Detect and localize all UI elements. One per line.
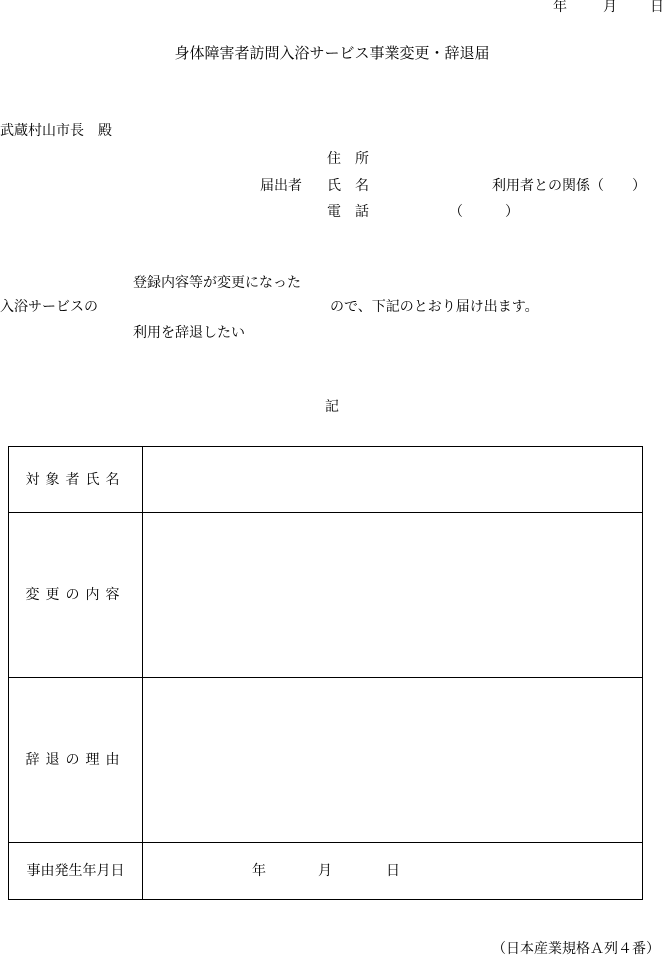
decline-reason-field[interactable] xyxy=(143,678,643,843)
occurrence-date-year: 年 xyxy=(252,863,266,879)
occurrence-date-day: 日 xyxy=(386,863,400,879)
change-content-label-cell xyxy=(9,513,143,678)
statement-prefix: 入浴サービスの xyxy=(0,299,98,315)
occurrence-date-month: 月 xyxy=(318,863,332,879)
form-table xyxy=(8,446,643,900)
table-row xyxy=(9,513,643,678)
footer-note: （日本産業規格Ａ列４番） xyxy=(492,941,660,957)
phone-paren: （ ） xyxy=(449,204,519,220)
decline-reason-label-cell xyxy=(9,678,143,843)
occurrence-date-field[interactable] xyxy=(143,843,643,900)
subject-name-field[interactable] xyxy=(143,447,643,513)
change-content-field[interactable] xyxy=(143,513,643,678)
header-date-month: 月 xyxy=(603,0,617,15)
phone-label: 電 話 xyxy=(327,204,369,220)
subject-name-label-cell xyxy=(9,447,143,513)
statement-option-decline: 利用を辞退したい xyxy=(133,325,245,341)
relation-label: 利用者との関係（ ） xyxy=(492,178,646,194)
statement-suffix: ので、下記のとおり届け出ます。 xyxy=(330,299,539,315)
subject-name-label: 対象者氏名 xyxy=(25,471,126,488)
address-label: 住 所 xyxy=(327,151,369,167)
header-date xyxy=(0,0,664,16)
header-date-day: 日 xyxy=(650,0,664,15)
name-label: 氏 名 xyxy=(327,178,369,194)
occurrence-date-label: 事由発生年月日 xyxy=(26,863,125,879)
decline-reason-label: 辞退の理由 xyxy=(25,752,126,768)
table-row xyxy=(9,843,643,900)
ki-heading: 記 xyxy=(325,399,339,415)
document-title: 身体障害者訪問入浴サービス事業変更・辞退届 xyxy=(174,44,490,62)
occurrence-date-label-cell xyxy=(9,843,143,900)
header-date-year: 年 xyxy=(553,0,567,15)
statement-option-change: 登録内容等が変更になった xyxy=(133,275,301,291)
table-row xyxy=(9,678,643,843)
change-content-label: 変更の内容 xyxy=(25,587,126,603)
applicant-label: 届出者 xyxy=(260,178,302,194)
addressee: 武蔵村山市長 殿 xyxy=(0,123,112,139)
table-row xyxy=(9,447,643,513)
